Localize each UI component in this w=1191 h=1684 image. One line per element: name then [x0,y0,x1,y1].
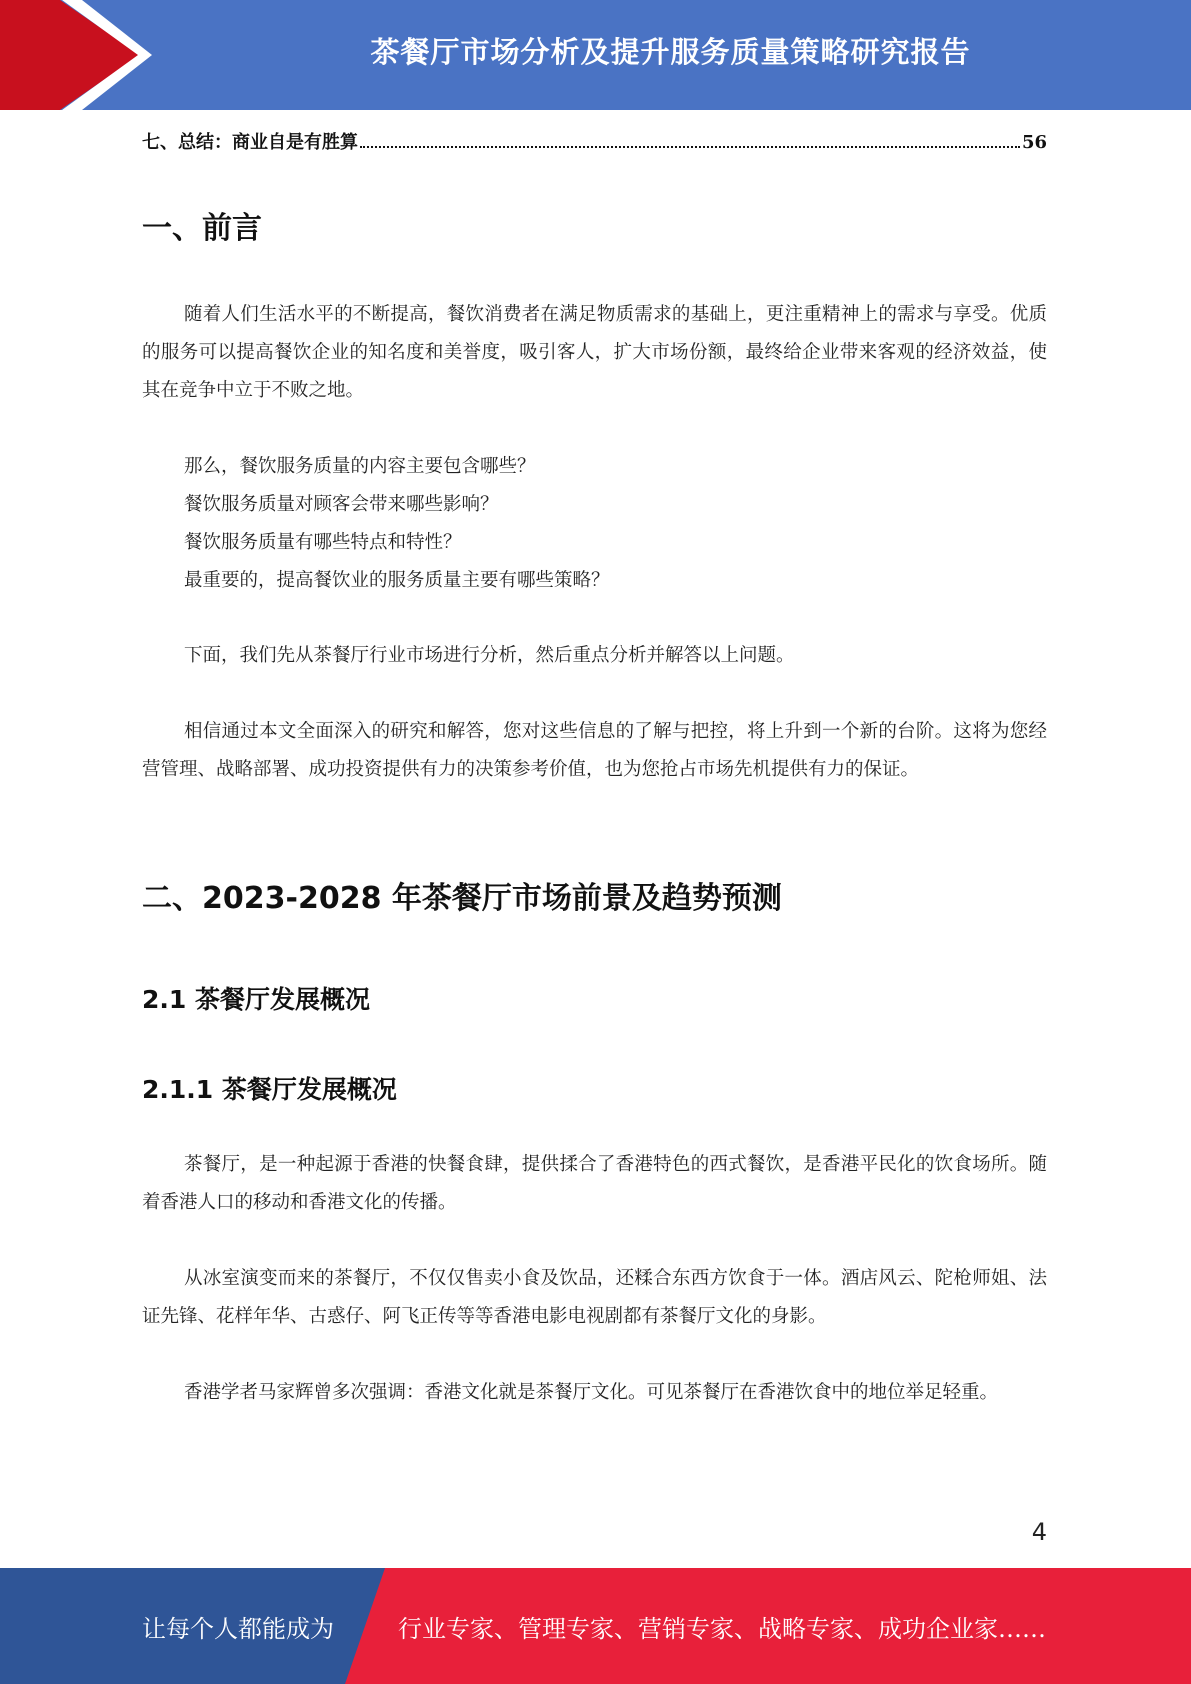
toc-entry-page: 56 [1021,132,1047,153]
toc-entry[interactable] [142,128,1047,154]
paragraph: 茶餐厅，是一种起源于香港的快餐食肆，提供揉合了香港特色的西式餐饮，是香港平民化的饮食场所。随着香港人口的移动和香港文化的传播。 [142,1154,1047,1213]
footer-slogan-right: 行业专家、管理专家、营销专家、战略专家、成功企业家…… [398,1614,1046,1643]
toc-entry-label: 七、总结：商业自是有胜算 [142,132,358,153]
paragraph: 相信通过本文全面深入的研究和解答，您对这些信息的了解与把控，将上升到一个新的台阶。这将为您经营管理、战略部署、成功投资提供有力的决策参考价值，也为您抢占市场先机提供有力的保证。 [142,721,1047,780]
question-item: 餐饮服务质量对顾客会带来哪些影响？ [184,494,499,515]
footer-banner [0,1568,1191,1684]
toc-leader-dots [360,146,1020,148]
subsection-heading-2-1: 2.1 茶餐厅发展概况 [142,985,370,1014]
header-banner [0,0,1191,110]
paragraph: 香港学者马家辉曾多次强调：香港文化就是茶餐厅文化。可见茶餐厅在香港饮食中的地位举足轻重。 [184,1382,999,1403]
section-heading-preface: 一、前言 [142,211,262,246]
question-item: 那么，餐饮服务质量的内容主要包含哪些？ [184,456,536,477]
question-item: 最重要的，提高餐饮业的服务质量主要有哪些策略？ [184,570,610,591]
page-number: 4 [1031,1518,1047,1546]
question-item: 餐饮服务质量有哪些特点和特性？ [184,532,462,553]
paragraph: 随着人们生活水平的不断提高，餐饮消费者在满足物质需求的基础上，更注重精神上的需求与享受。优质的服务可以提高餐饮企业的知名度和美誉度，吸引客人，扩大市场份额，最终给企业带来客观的经济效益，使其在竞争中立于不败之地。 [142,304,1047,401]
section-heading-market-outlook: 二、2023-2028 年茶餐厅市场前景及趋势预测 [142,881,782,916]
paragraph: 从冰室演变而来的茶餐厅，不仅仅售卖小食及饮品，还糅合东西方饮食于一体。酒店风云、陀枪师姐、法证先锋、花样年华、古惑仔、阿飞正传等等香港电影电视剧都有茶餐厅文化的身影。 [142,1268,1047,1327]
footer-slogan-left: 让每个人都能成为 [142,1614,334,1643]
question-list [184,448,610,600]
paragraph: 下面，我们先从茶餐厅行业市场进行分析，然后重点分析并解答以上问题。 [184,645,795,666]
chevron-arrow-icon [0,0,160,110]
report-title: 茶餐厅市场分析及提升服务质量策略研究报告 [370,34,971,69]
subsection-heading-2-1-1: 2.1.1 茶餐厅发展概况 [142,1075,397,1104]
